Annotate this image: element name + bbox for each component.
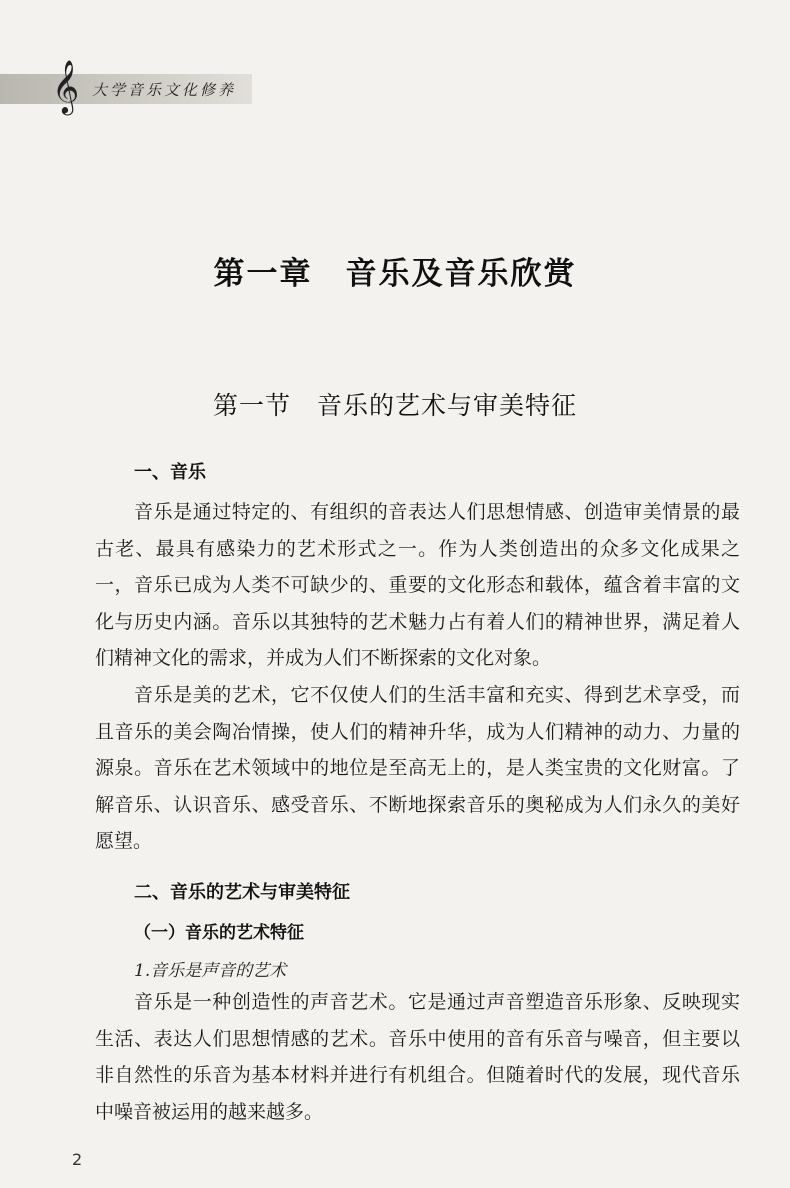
series-title: 大学音乐文化修养 [92,81,237,99]
heading-music: 一、音乐 [134,462,206,483]
chapter-title: 第一章 音乐及音乐欣赏 [213,256,577,292]
page-number: 2 [72,1150,83,1169]
paragraph-3: 音乐是一种创造性的声音艺术。它是通过声音塑造音乐形象、反映现实生活、表达人们思想情感的艺术。音乐中使用的音有乐音与噪音，但主要以非自然性的乐音为基本材料并进行有机组合。但随着时代的发展，现代音乐中噪音被运用的越来越多。 [95,991,740,1123]
heading-artistic-features: （一）音乐的艺术特征 [134,923,304,943]
treble-clef-icon: 𝄞 [52,59,80,113]
paragraph-1: 音乐是通过特定的、有组织的音表达人们思想情感、创造审美情景的最古老、最具有感染力的艺术形式之一。作为人类创造出的众多文化成果之一，音乐已成为人类不可缺少的、重要的文化形态和载体，蕴含着丰富的文化与历史内涵。音乐以其独特的艺术魅力占有着人们的精神世界，满足着人们精神文化的需求，并成为人们不断探索的文化对象。 [95,501,740,670]
heading-artistic-aesthetic: 二、音乐的艺术与审美特征 [134,882,350,903]
paragraph-2: 音乐是美的艺术，它不仅使人们的生活丰富和充实、得到艺术享受，而且音乐的美会陶冶情操，使人们的精神升华，成为人们精神的动力、力量的源泉。音乐在艺术领域中的地位是至高无上的，是人类宝贵的文化财富。了解音乐、认识音乐、感受音乐、不断地探索音乐的奥秘成为人们永久的美好愿望。 [95,684,740,853]
section-title: 第一节 音乐的艺术与审美特征 [212,391,577,420]
heading-sound-art: 1.音乐是声音的艺术 [134,961,287,981]
